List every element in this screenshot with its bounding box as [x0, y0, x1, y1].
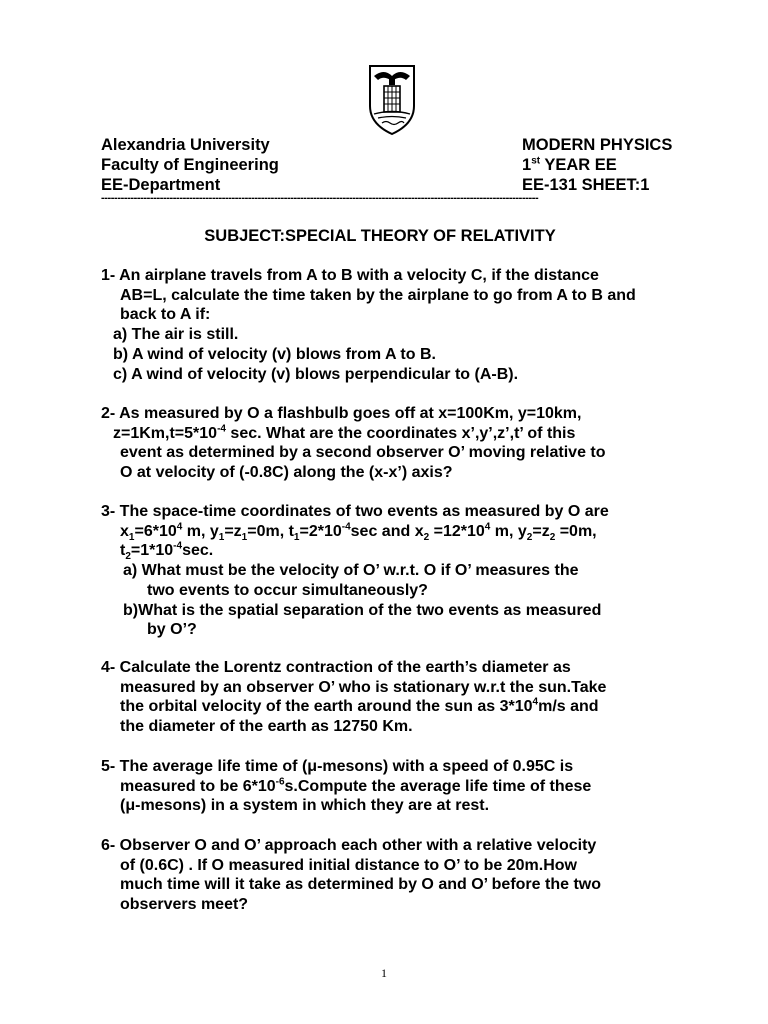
- q4-line-1: 4- Calculate the Lorentz contraction of the earth’s diameter as: [101, 659, 571, 676]
- q1-line-2: AB=L, calculate the time taken by the airplane to go from A to B and: [120, 286, 636, 304]
- question-2: [101, 404, 606, 483]
- q2-line-4: O at velocity of (-0.8C) along the (x-x’) axis?: [120, 464, 453, 482]
- q4-line-2: measured by an observer O’ who is stationary w.r.t the sun.Take: [120, 678, 607, 696]
- q2-line-1: 2- As measured by O a flashbulb goes off at x=100Km, y=10km,: [101, 405, 582, 422]
- header-right: [522, 135, 672, 195]
- q6-line-3: much time will it take as determined by O and O’ before the two: [120, 876, 601, 894]
- q6-line-4: observers meet?: [120, 896, 249, 914]
- dashed-divider: --------------------------------------------------------------------------------------------------------------------------------------: [101, 192, 539, 204]
- faculty-name: Faculty of Engineering: [101, 156, 279, 174]
- q5-line-1: 5- The average life time of (μ-mesons) with a speed of 0.95C is: [101, 758, 574, 775]
- q3-line-3: $t_2=1*10^{-4}\sec$.: [120, 541, 214, 563]
- q6-line-1: 6- Observer O and O’ approach each other with a relative velocity: [101, 837, 597, 854]
- page-number: 1: [381, 966, 387, 980]
- q3-line-1: 3- The space-time coordinates of two events as measured by O are: [101, 503, 609, 520]
- question-5: [101, 757, 591, 816]
- q4-line-4: the diameter of the earth as 12750 Km.: [120, 718, 413, 736]
- q5-line-3: (μ-mesons) in a system in which they are at rest.: [120, 797, 490, 815]
- q3-part-a-line-1: a) What must be the velocity of O’ w.r.t. O if O’ measures the: [123, 562, 579, 580]
- q2-line-3: event as determined by a second observer O’ moving relative to: [120, 444, 606, 462]
- question-4: [101, 658, 606, 737]
- question-6: [101, 836, 601, 915]
- question-3: [101, 502, 609, 640]
- university-logo: [362, 62, 422, 138]
- course-name: MODERN PHYSICS: [522, 136, 673, 154]
- q3-part-b-line-2: by O’?: [147, 621, 197, 639]
- sheet-label: EE-131 SHEET:1: [522, 176, 650, 194]
- q1-part-c: c) A wind of velocity (v) blows perpendicular to (A-B).: [113, 365, 519, 383]
- q1-part-a: a) The air is still.: [113, 326, 239, 344]
- q1-line-1: 1- An airplane travels from A to B with a velocity C, if the distance: [101, 267, 599, 284]
- q4-line-3: the orbital velocity of the earth around the sun as $3*10^4m/s$ and: [120, 697, 599, 716]
- subject-title: SUBJECT:SPECIAL THEORY OF RELATIVITY: [204, 227, 556, 245]
- question-1: [101, 266, 636, 384]
- year-label: 1st YEAR EE: [522, 155, 617, 174]
- q3-part-b-line-1: b)What is the spatial separation of the two events as measured: [123, 601, 602, 619]
- department-name: EE-Department: [101, 176, 221, 194]
- q2-line-2: $z=1Km,t=5*10^{-4}$ sec. What are the coordinates x’,y’,z’,t’ of this: [113, 423, 576, 442]
- q1-line-3: back to A if:: [120, 306, 211, 324]
- q6-line-2: of (0.6C) . If O measured initial distance to O’ to be 20m.How: [120, 856, 577, 874]
- header-left: [101, 135, 279, 195]
- q3-part-a-line-2: two events to occur simultaneously?: [147, 581, 428, 599]
- university-name: Alexandria University: [101, 136, 270, 154]
- q3-line-2: $x_1=6*10^4$ m, $y_1=z_1=0m$, $t_1=2*10^{-4}\sec$ and $x_2 =12*10^4$ m, $y_2=z_2 =0m$,: [120, 521, 597, 543]
- q1-part-b: b) A wind of velocity (v) blows from A to B.: [113, 345, 436, 363]
- q5-line-2: measured to be $6*10^{-6}s.Compute$ the average life time of these: [120, 776, 592, 795]
